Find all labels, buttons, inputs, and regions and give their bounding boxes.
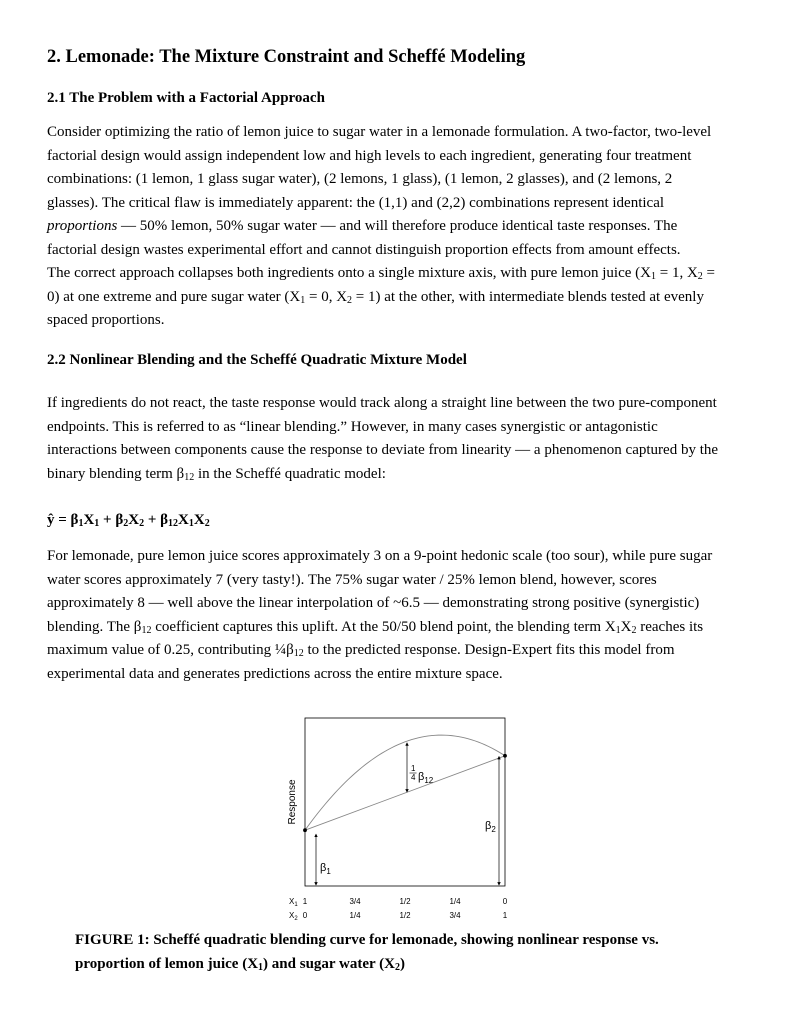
quarter-denominator: 4 [411,773,416,782]
text-line: binary blending term $\beta_{12}$ in the Scheffé quadratic model: [47,465,386,483]
x1-tick-label: 3/4 [349,897,361,906]
beta2-label: $\beta_2$ [485,820,496,834]
text-line: blending. The $\beta_{12}$ coefficient captures this uplift. At the 50/50 blend point, the blending term $X_1X_2$ reaches its [47,618,704,636]
blending-curve-chart [280,710,520,928]
data-point-pure-lemon [303,828,307,832]
data-point-pure-sugar [503,754,507,758]
beta12-label: $\beta_{12}$ [418,771,434,785]
series-line-quadratic [305,735,505,830]
text-line: maximum value of 0.25, contributing $\frac{1}{4}\beta_{12}$ to the predicted response. Design-Expert fits this model from [47,642,675,660]
text-line: factorial design wastes experimental effort and cannot distinguish proportion effects from amount effects. [47,241,681,258]
text-line: If ingredients do not react, the taste response would track along a straight line between the two pure-component [47,395,717,411]
text-line: interactions between components cause the response to deviate from linearity — a phenomenon captured by the [47,442,719,459]
text-line: Consider optimizing the ratio of lemon juice to sugar water in a lemonade formulation. A two-factor, two-level [47,124,712,140]
paragraph-linear-blending [47,392,753,486]
y-axis-label: Response [287,779,298,825]
quarter-numerator: 1 [411,764,416,773]
paragraph-factorial-problem [47,121,753,263]
x1-tick-label: 1 [302,897,308,906]
subsection-title-2-2: 2.2 Nonlinear Blending and the Scheffé Quadratic Mixture Model [47,352,467,368]
paragraph-mixture-axis [47,262,753,333]
text-line: water scores approximately 7 (very tasty!). The 75% sugar water / 25% lemon blend, however, scores [47,571,657,588]
text-line: 0) at one extreme and pure sugar water ($X_1 = 0$, $X_2 = 1$) at the other, with intermediate blends tested at evenly [47,288,704,306]
text-line: combinations: (1 lemon, 1 glass sugar water), (2 lemons, 1 glass), (1 lemon, 2 glasses), and (2 lemons, 2 [47,171,673,188]
x1-tick-label: 0 [502,897,508,906]
subsection-title-2-1: 2.1 The Problem with a Factorial Approach [47,90,325,106]
plot-frame [305,718,505,886]
x2-axis-name: $X_2$ [289,911,298,922]
x2-tick-label: 1/2 [399,911,411,920]
section-title: 2. Lemonade: The Mixture Constraint and Scheffé Modeling [47,47,526,67]
emphasis-proportions: proportions [47,218,118,235]
x2-tick-label: 1/4 [349,911,361,920]
paragraph-lemonade-results [47,545,753,687]
x1-axis-name: $X_1$ [289,897,298,908]
beta1-label: $\beta_1$ [320,862,331,876]
text-line: spaced proportions. [47,312,165,329]
text-line: endpoints. This is referred to as “linear blending.” However, in many cases synergistic or antagonistic [47,418,658,435]
text-line: The correct approach collapses both ingredients onto a single mixture axis, with pure lemon juice ($X_1 = 1$, $X_2$ = [47,265,715,282]
figure-caption: FIGURE 1: Scheffé quadratic blending curve for lemonade, showing nonlinear response vs. proportion of lemon juice $(X_1)$ and sugar water $(X_2)$ [75,932,659,973]
blending-curve-figure [280,710,520,928]
x2-tick-label: 1 [502,911,508,920]
x1-tick-label: 1/4 [449,897,461,906]
scheffe-equation: ŷ = $\beta_1X_1 + \beta_2X_2 + \beta_{12}X_1X_2$ [47,512,210,529]
x2-tick-label: 0 [302,911,308,920]
text-line: experimental data and generates predictions across the entire mixture space. [47,665,503,682]
text-line: For lemonade, pure lemon juice scores approximately 3 on a 9-point hedonic scale (too sour), while pure sugar [47,548,713,564]
text-line: proportions — 50% lemon, 50% sugar water — and will therefore produce identical taste responses. The [47,218,678,235]
text-line: factorial design would assign independent low and high levels to each ingredient, generating four treatment [47,147,692,164]
text-line: approximately 8 — well above the linear interpolation of ~6.5 — demonstrating strong positive (synergistic) [47,595,700,612]
x1-tick-label: 1/2 [399,897,411,906]
x2-tick-label: 3/4 [449,911,461,920]
text-line: glasses). The critical flaw is immediately apparent: the (1,1) and (2,2) combinations represent identical [47,194,665,211]
